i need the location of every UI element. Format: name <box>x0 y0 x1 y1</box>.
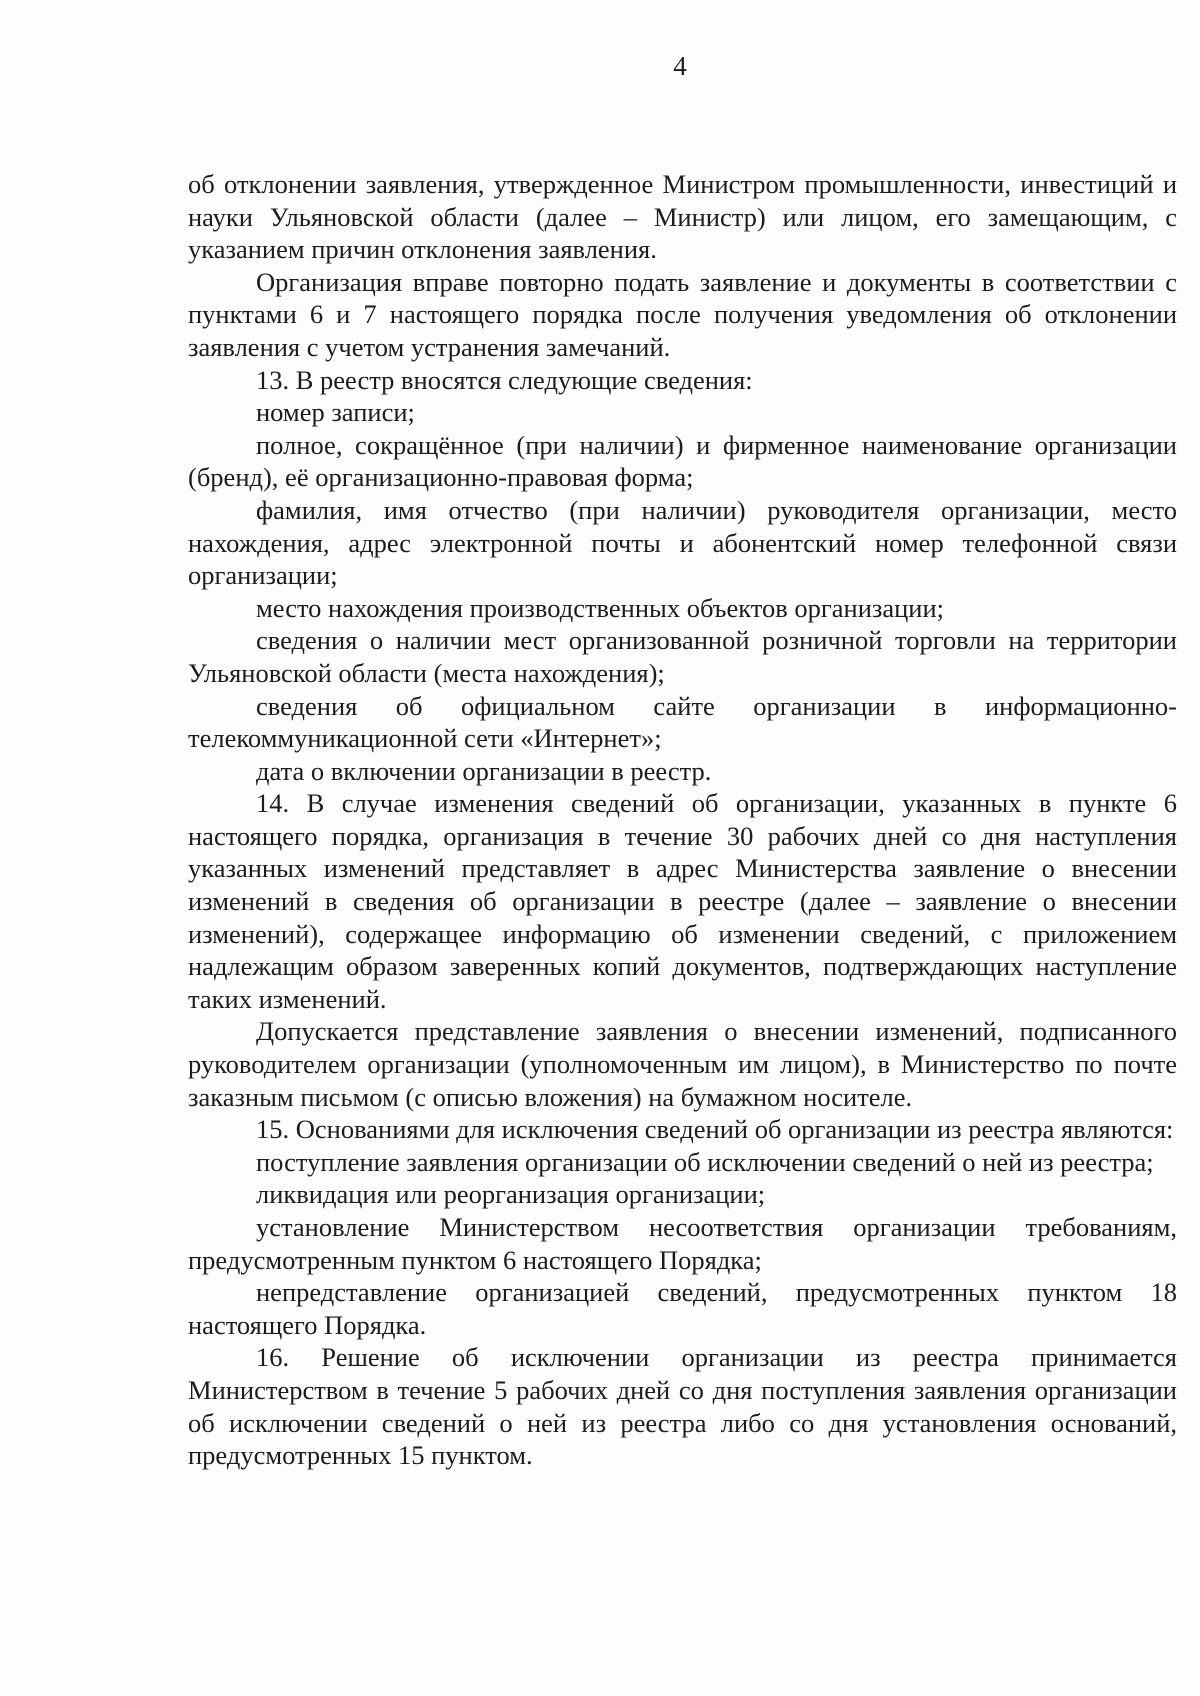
paragraph-postal-submission: Допускается представление заявления о внесении изменений, подписанного руководителем организации (уполномоченным им лицом), в Министерство по почте заказным письмом (с описью вложения) на бумажном носителе. <box>188 1016 1177 1112</box>
document-body <box>188 168 1177 1472</box>
paragraph-14-changes: 14. В случае изменения сведений об организации, указанных в пункте 6 настоящего порядка, организация в течение 30 рабочих дней со дня наступления указанных изменений представляет в адрес Министерства заявление о внесении изменений в сведения об организации в реестре (далее – заявление о внесении изменений), содержащее информацию об изменении сведений, с приложением надлежащим образом заверенных копий документов, подтверждающих наступление таких изменений. <box>188 788 1177 1014</box>
list-item-record-number: номер записи; <box>256 397 415 428</box>
list-item-production-sites: место нахождения производственных объектов организации; <box>256 592 945 623</box>
list-item-organization-name: полное, сокращённое (при наличии) и фирменное наименование организации (бренд), её организационно-правовая форма; <box>188 429 1177 493</box>
list-item-noncompliance: установление Министерством несоответствия организации требованиям, предусмотренным пунктом 6 настоящего Порядка; <box>188 1212 1177 1275</box>
list-item-head-contacts: фамилия, имя отчество (при наличии) руководителя организации, место нахождения, адрес электронной почты и абонентский номер телефонной связи организации; <box>188 494 1177 591</box>
list-item-retail-places: сведения о наличии мест организованной розничной торговли на территории Ульяновской области (места нахождения); <box>188 625 1177 688</box>
paragraph-16-decision: 16. Решение об исключении организации из реестра принимается Министерством в течение 5 рабочих дней со дня поступления заявления организации об исключении сведений о ней из реестра либо со дня установления оснований, предусмотренных 15 пунктом. <box>188 1342 1177 1471</box>
paragraph-rejection-notice: об отклонении заявления, утвержденное Министром промышленности, инвестиций и науки Ульяновской области (далее – Министр) или лицом, его замещающим, с указанием причин отклонения заявления. <box>188 169 1177 265</box>
list-item-inclusion-date: дата о включении организации в реестр. <box>256 755 712 786</box>
paragraph-13-heading: 13. В реестр вносятся следующие сведения: <box>256 364 753 395</box>
list-item-nonsubmission: непредставление организацией сведений, предусмотренных пунктом 18 настоящего Порядка. <box>188 1277 1177 1340</box>
paragraph-15-heading: 15. Основаниями для исключения сведений об организации из реестра являются: <box>256 1114 1174 1145</box>
list-item-exclusion-request: поступление заявления организации об исключении сведений о ней из реестра; <box>256 1146 1154 1177</box>
page-number: 4 <box>673 51 687 81</box>
list-item-liquidation: ликвидация или реорганизация организации; <box>256 1179 766 1210</box>
paragraph-resubmission: Организация вправе повторно подать заявление и документы в соответствии с пунктами 6 и 7 настоящего порядка после получения уведомления об отклонении заявления с учетом устранения замечаний. <box>188 266 1177 362</box>
list-item-official-website: сведения об официальном сайте организации в информационно-телекоммуникационной сети «Интернет»; <box>188 690 1177 754</box>
